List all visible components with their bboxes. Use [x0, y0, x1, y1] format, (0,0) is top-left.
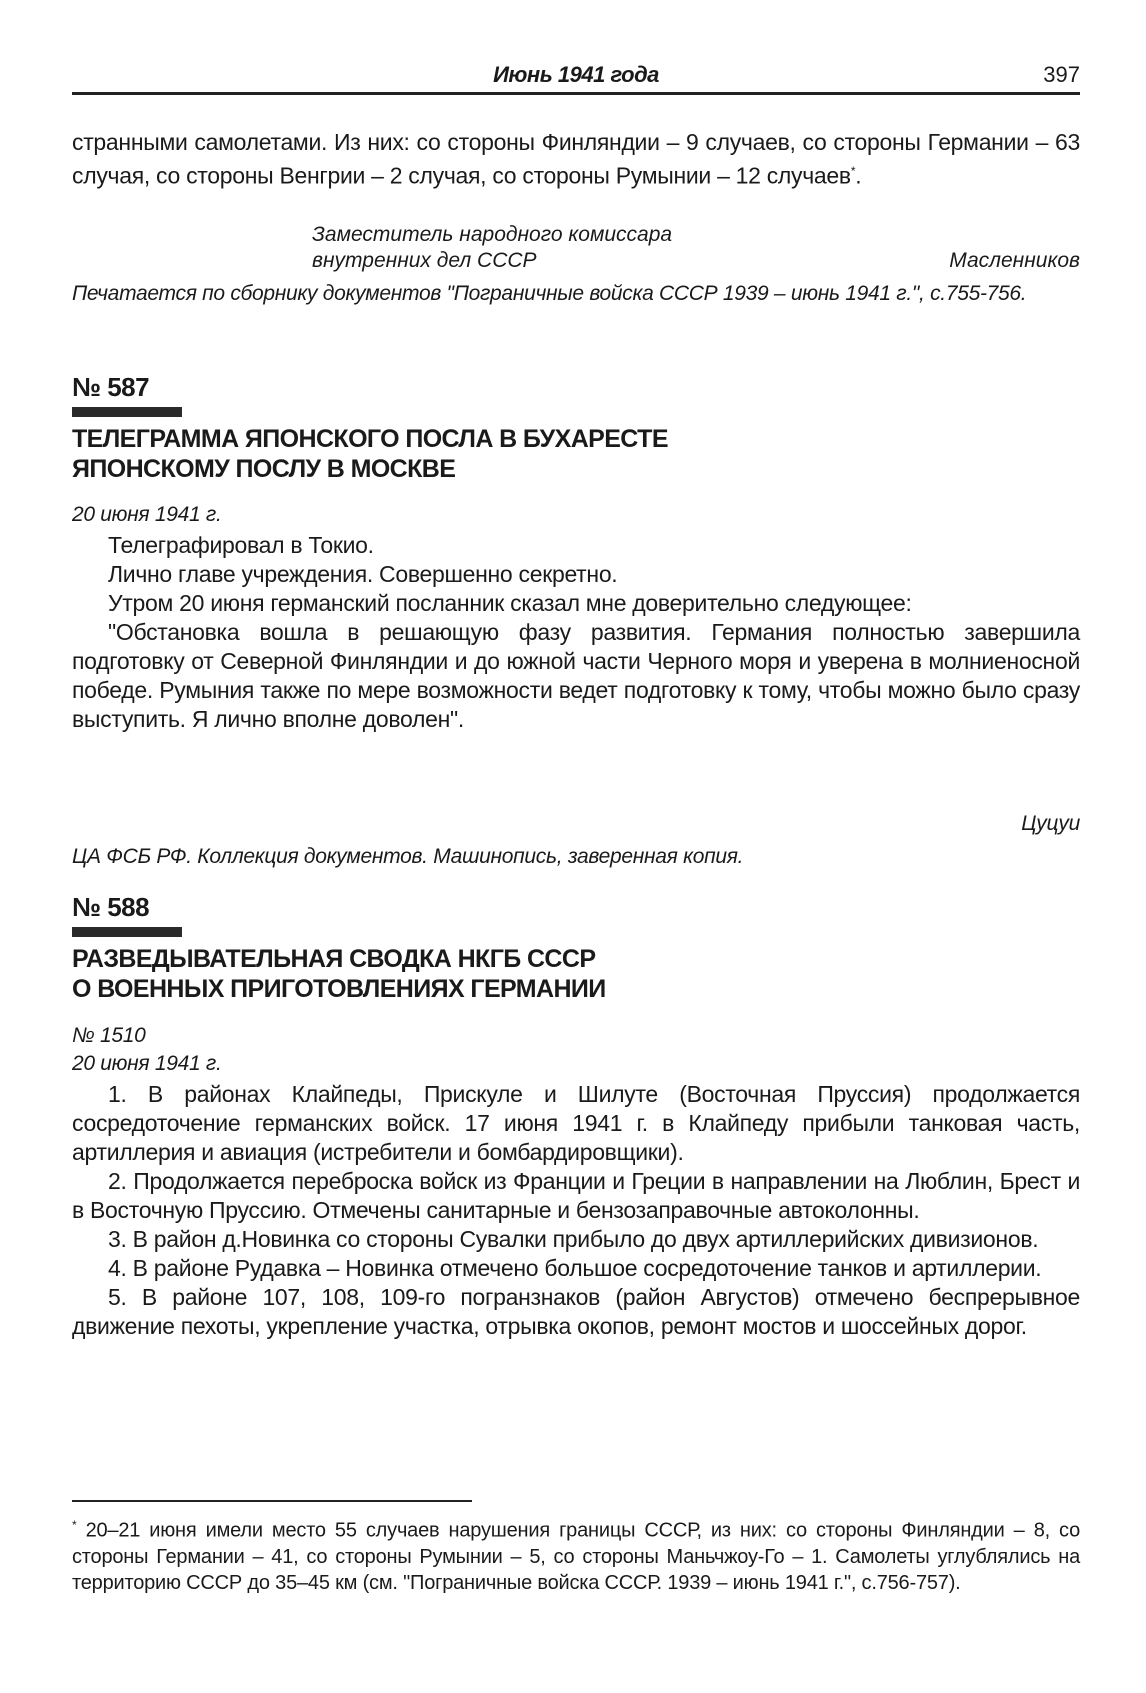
list-item: 3. В район д.Новинка со стороны Сувалки прибыло до двух артиллерийских дивизионов. — [108, 1226, 1039, 1252]
footnote — [72, 1512, 1080, 1596]
list-item: 4. В районе Рудавка – Новинка отмечено большое сосредоточение танков и артиллерии. — [108, 1255, 1042, 1281]
document-number-bar — [72, 407, 182, 417]
paragraph: Лично главе учреждения. Совершенно секретно. — [108, 561, 618, 587]
paragraph: Телеграфировал в Токио. — [108, 532, 374, 558]
document-587-body — [72, 531, 1080, 734]
document-587-date: 20 июня 1941 г. — [72, 503, 222, 526]
list-item: 5. В районе 107, 108, 109-го погранзнаков (район Августов) отмечено беспрерывное движение пехоты, укрепление участка, отрывка окопов, ремонт мостов и шоссейных дорог. — [72, 1284, 1080, 1339]
signature-block — [72, 222, 1080, 276]
header-rule — [72, 92, 1080, 95]
document-588-body — [72, 1080, 1080, 1341]
list-item: 2. Продолжается переброска войск из Франции и Греции в направлении на Люблин, Брест и в Восточную Пруссию. Отмечены санитарные и бензозаправочные автоколонны. — [72, 1168, 1080, 1223]
page-number: 397 — [1043, 62, 1080, 87]
signatory-name: Масленников — [949, 249, 1080, 272]
document-588-meta — [72, 1022, 1080, 1078]
document-587-source: ЦА ФСБ РФ. Коллекция документов. Машинопись, заверенная копия. — [72, 845, 744, 868]
paragraph: Утром 20 июня германский посланник сказал мне доверительно следующее: — [108, 590, 912, 616]
footnote-text: 20–21 июня имели место 55 случаев нарушения границы СССР, из них: со стороны Финляндии – 8, со стороны Германии – 41, со стороны Румынии – 5, со стороны Маньчжоу-Го – 1. Самолеты углублялись на территорию СССР до 35–45 км (см. "Пограничные войска СССР. 1939 – июнь 1941 г.", с.756-757). — [72, 1519, 1081, 1594]
running-head-title: Июнь 1941 года — [493, 62, 659, 87]
running-head — [72, 62, 1080, 92]
footnote-mark: * — [850, 164, 856, 178]
document-date: 20 июня 1941 г. — [72, 1052, 222, 1075]
document-587-signature: Цуцуи — [1021, 812, 1080, 835]
registration-number: № 1510 — [72, 1024, 146, 1047]
carryover-paragraph: странными самолетами. Из них: со стороны Финляндии – 9 случаев, со стороны Германии – 63 случая, со стороны Венгрии – 2 случая, со стороны Румынии – 12 случаев*. — [72, 129, 1080, 189]
document-number: № 588 — [72, 892, 150, 922]
document-588-title: РАЗВЕДЫВАТЕЛЬНАЯ СВОДКА НКГБ СССР О ВОЕННЫХ ПРИГОТОВЛЕНИЯХ ГЕРМАНИИ — [72, 945, 606, 1003]
footnote-rule — [72, 1500, 472, 1502]
document-number: № 587 — [72, 372, 150, 402]
signatory-position: Заместитель народного комиссара внутренних дел СССР — [312, 223, 673, 272]
document-588-header — [72, 892, 1080, 937]
document-587-title: ТЕЛЕГРАММА ЯПОНСКОГО ПОСЛА В БУХАРЕСТЕ ЯПОНСКОМУ ПОСЛУ В МОСКВЕ — [72, 425, 668, 483]
footnote-mark: * — [72, 1518, 77, 1532]
source-note: Печатается по сборнику документов "Пограничные войска СССР 1939 – июнь 1941 г.", с.755-756. — [72, 282, 1027, 305]
list-item: 1. В районах Клайпеды, Прискуле и Шилуте (Восточная Пруссия) продолжается сосредоточение германских войск. 17 июня 1941 г. в Клайпеду прибыли танковая часть, артиллерия и авиация (истребители и бомбардировщики). — [72, 1081, 1080, 1165]
document-587-header — [72, 372, 1080, 417]
document-number-bar — [72, 927, 182, 937]
paragraph: "Обстановка вошла в решающую фазу развития. Германия полностью завершила подготовку от Северной Финляндии и до южной части Черного моря и уверена в молниеносной победе. Румыния также по мере возможности ведет подготовку к тому, чтобы можно было сразу выступить. Я лично вполне доволен". — [72, 619, 1080, 732]
